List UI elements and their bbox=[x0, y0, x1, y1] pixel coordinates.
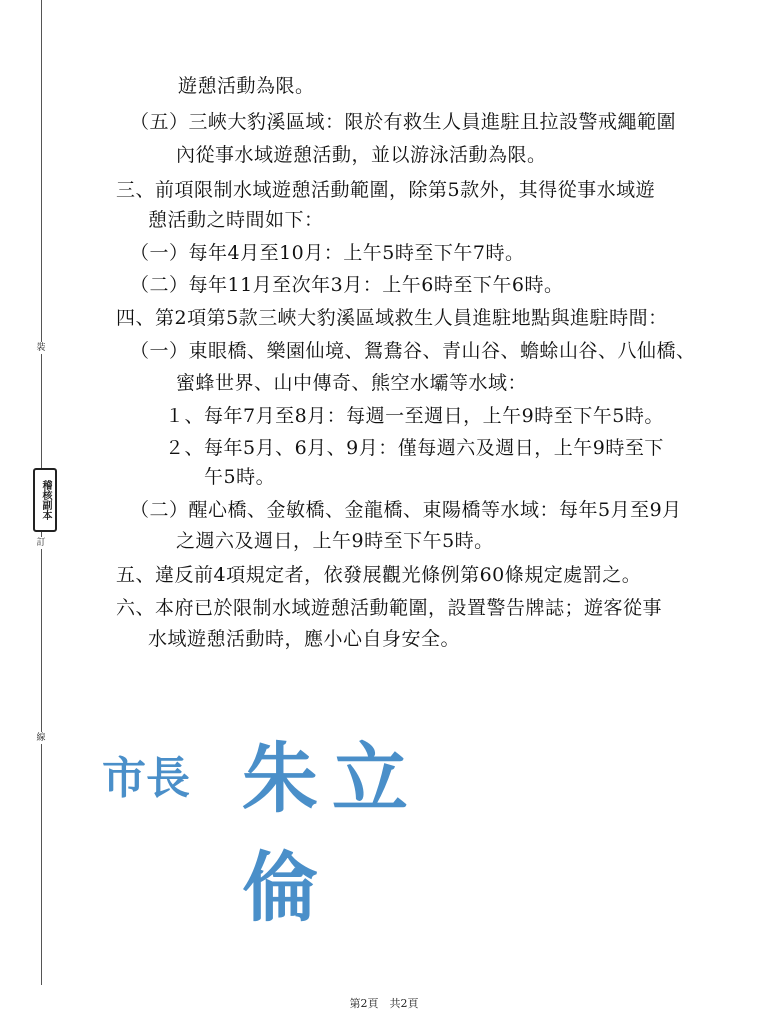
body-line: ２、每年5月、6月、9月：僅每週六及週日，上午9時至下 bbox=[165, 437, 664, 459]
body-line: 憩活動之時間如下： bbox=[148, 209, 324, 231]
body-line: （五）三峽大豹溪區域：限於有救生人員進駐且拉設警戒繩範圍 bbox=[130, 111, 677, 133]
audit-stamp bbox=[33, 468, 57, 532]
signature-name: 朱立倫 bbox=[242, 734, 422, 932]
page-footer: 第2頁 共2頁 bbox=[349, 997, 419, 1010]
body-line: 六、本府已於限制水域遊憩活動範圍，設置警告牌誌；遊客從事 bbox=[116, 597, 663, 619]
body-line: 蜜蜂世界、山中傳奇、熊空水壩等水域： bbox=[176, 372, 528, 394]
audit-stamp-text: 稽核副本 bbox=[40, 480, 51, 520]
body-line: 水域遊憩活動時，應小心自身安全。 bbox=[148, 628, 461, 650]
body-line: 午5時。 bbox=[204, 466, 276, 488]
body-line: 三、前項限制水域遊憩活動範圍，除第5款外，其得從事水域遊 bbox=[116, 179, 656, 201]
mayor-signature-stamp bbox=[102, 718, 502, 932]
body-line: （二）醒心橋、金敏橋、金龍橋、東陽橋等水域：每年5月至9月 bbox=[130, 499, 682, 521]
signature-title: 市長 bbox=[102, 753, 190, 804]
binding-mark-middle: 訂 bbox=[33, 537, 49, 549]
body-line: （一）東眼橋、樂園仙境、鴛鴦谷、青山谷、蟾蜍山谷、八仙橋、 bbox=[130, 340, 696, 362]
body-line: （一）每年4月至10月：上午5時至下午7時。 bbox=[130, 242, 525, 264]
binding-mark-top: 裝 bbox=[33, 342, 49, 354]
body-line: １、每年7月至8月：每週一至週日，上午9時至下午5時。 bbox=[165, 405, 664, 427]
body-line: 遊憩活動為限。 bbox=[178, 75, 315, 97]
body-line: 內從事水域遊憩活動，並以游泳活動為限。 bbox=[176, 144, 547, 166]
body-line: 之週六及週日，上午9時至下午5時。 bbox=[176, 530, 494, 552]
body-line: （二）每年11月至次年3月：上午6時至下午6時。 bbox=[130, 274, 564, 296]
body-line: 五、違反前4項規定者，依發展觀光條例第60條規定處罰之。 bbox=[116, 564, 642, 586]
binding-mark-bottom: 線 bbox=[33, 732, 49, 744]
body-line: 四、第2項第5款三峽大豹溪區域救生人員進駐地點與進駐時間： bbox=[116, 307, 668, 329]
